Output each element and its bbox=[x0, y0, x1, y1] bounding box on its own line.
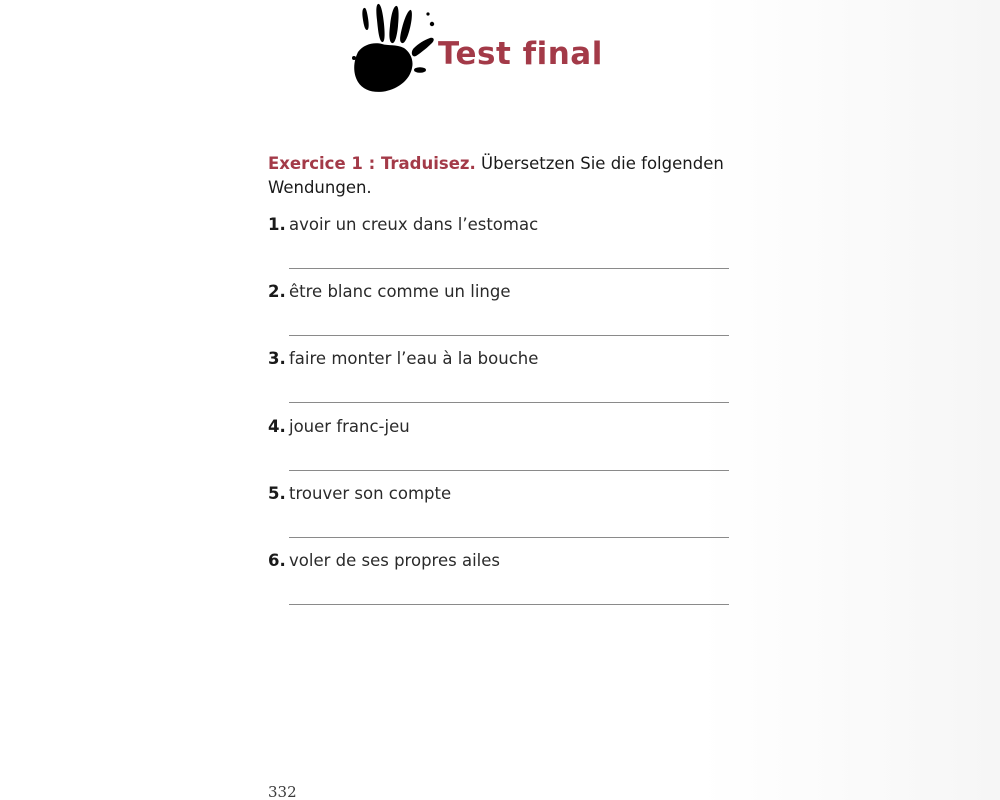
answer-line[interactable] bbox=[289, 268, 729, 269]
page-number: 332 bbox=[268, 783, 297, 800]
exercise-instruction-text: Übersetzen Sie die folgenden Wendungen. bbox=[268, 154, 724, 197]
answer-line[interactable] bbox=[289, 470, 729, 471]
item-phrase: trouver son compte bbox=[289, 483, 452, 503]
item-number: 2. bbox=[268, 282, 286, 302]
answer-line[interactable] bbox=[289, 604, 729, 605]
list-item bbox=[268, 215, 738, 282]
exercise-label: Exercice 1 : Traduisez. bbox=[268, 154, 476, 173]
list-item bbox=[268, 551, 738, 618]
list-item bbox=[268, 417, 738, 484]
page-title: Test final bbox=[438, 36, 603, 72]
item-phrase: jouer franc-jeu bbox=[289, 416, 410, 436]
list-item bbox=[268, 282, 738, 349]
list-item bbox=[268, 349, 738, 416]
handprint-icon bbox=[348, 0, 440, 94]
list-item bbox=[268, 484, 738, 551]
item-number: 3. bbox=[268, 349, 286, 369]
exercise-items bbox=[268, 215, 738, 618]
item-phrase: faire monter l’eau à la bouche bbox=[289, 349, 539, 369]
item-number: 5. bbox=[268, 483, 286, 503]
answer-line[interactable] bbox=[289, 537, 729, 538]
exercise-instruction bbox=[268, 152, 738, 200]
item-number: 4. bbox=[268, 416, 286, 436]
item-phrase: être blanc comme un linge bbox=[289, 282, 511, 302]
answer-line[interactable] bbox=[289, 402, 729, 403]
exercise-section bbox=[268, 152, 738, 570]
answer-line[interactable] bbox=[289, 335, 729, 336]
item-phrase: avoir un creux dans l’estomac bbox=[289, 215, 539, 234]
page-header bbox=[348, 0, 668, 100]
item-phrase: voler de ses propres ailes bbox=[289, 550, 500, 570]
item-number: 6. bbox=[268, 550, 286, 570]
item-number: 1. bbox=[268, 215, 286, 234]
